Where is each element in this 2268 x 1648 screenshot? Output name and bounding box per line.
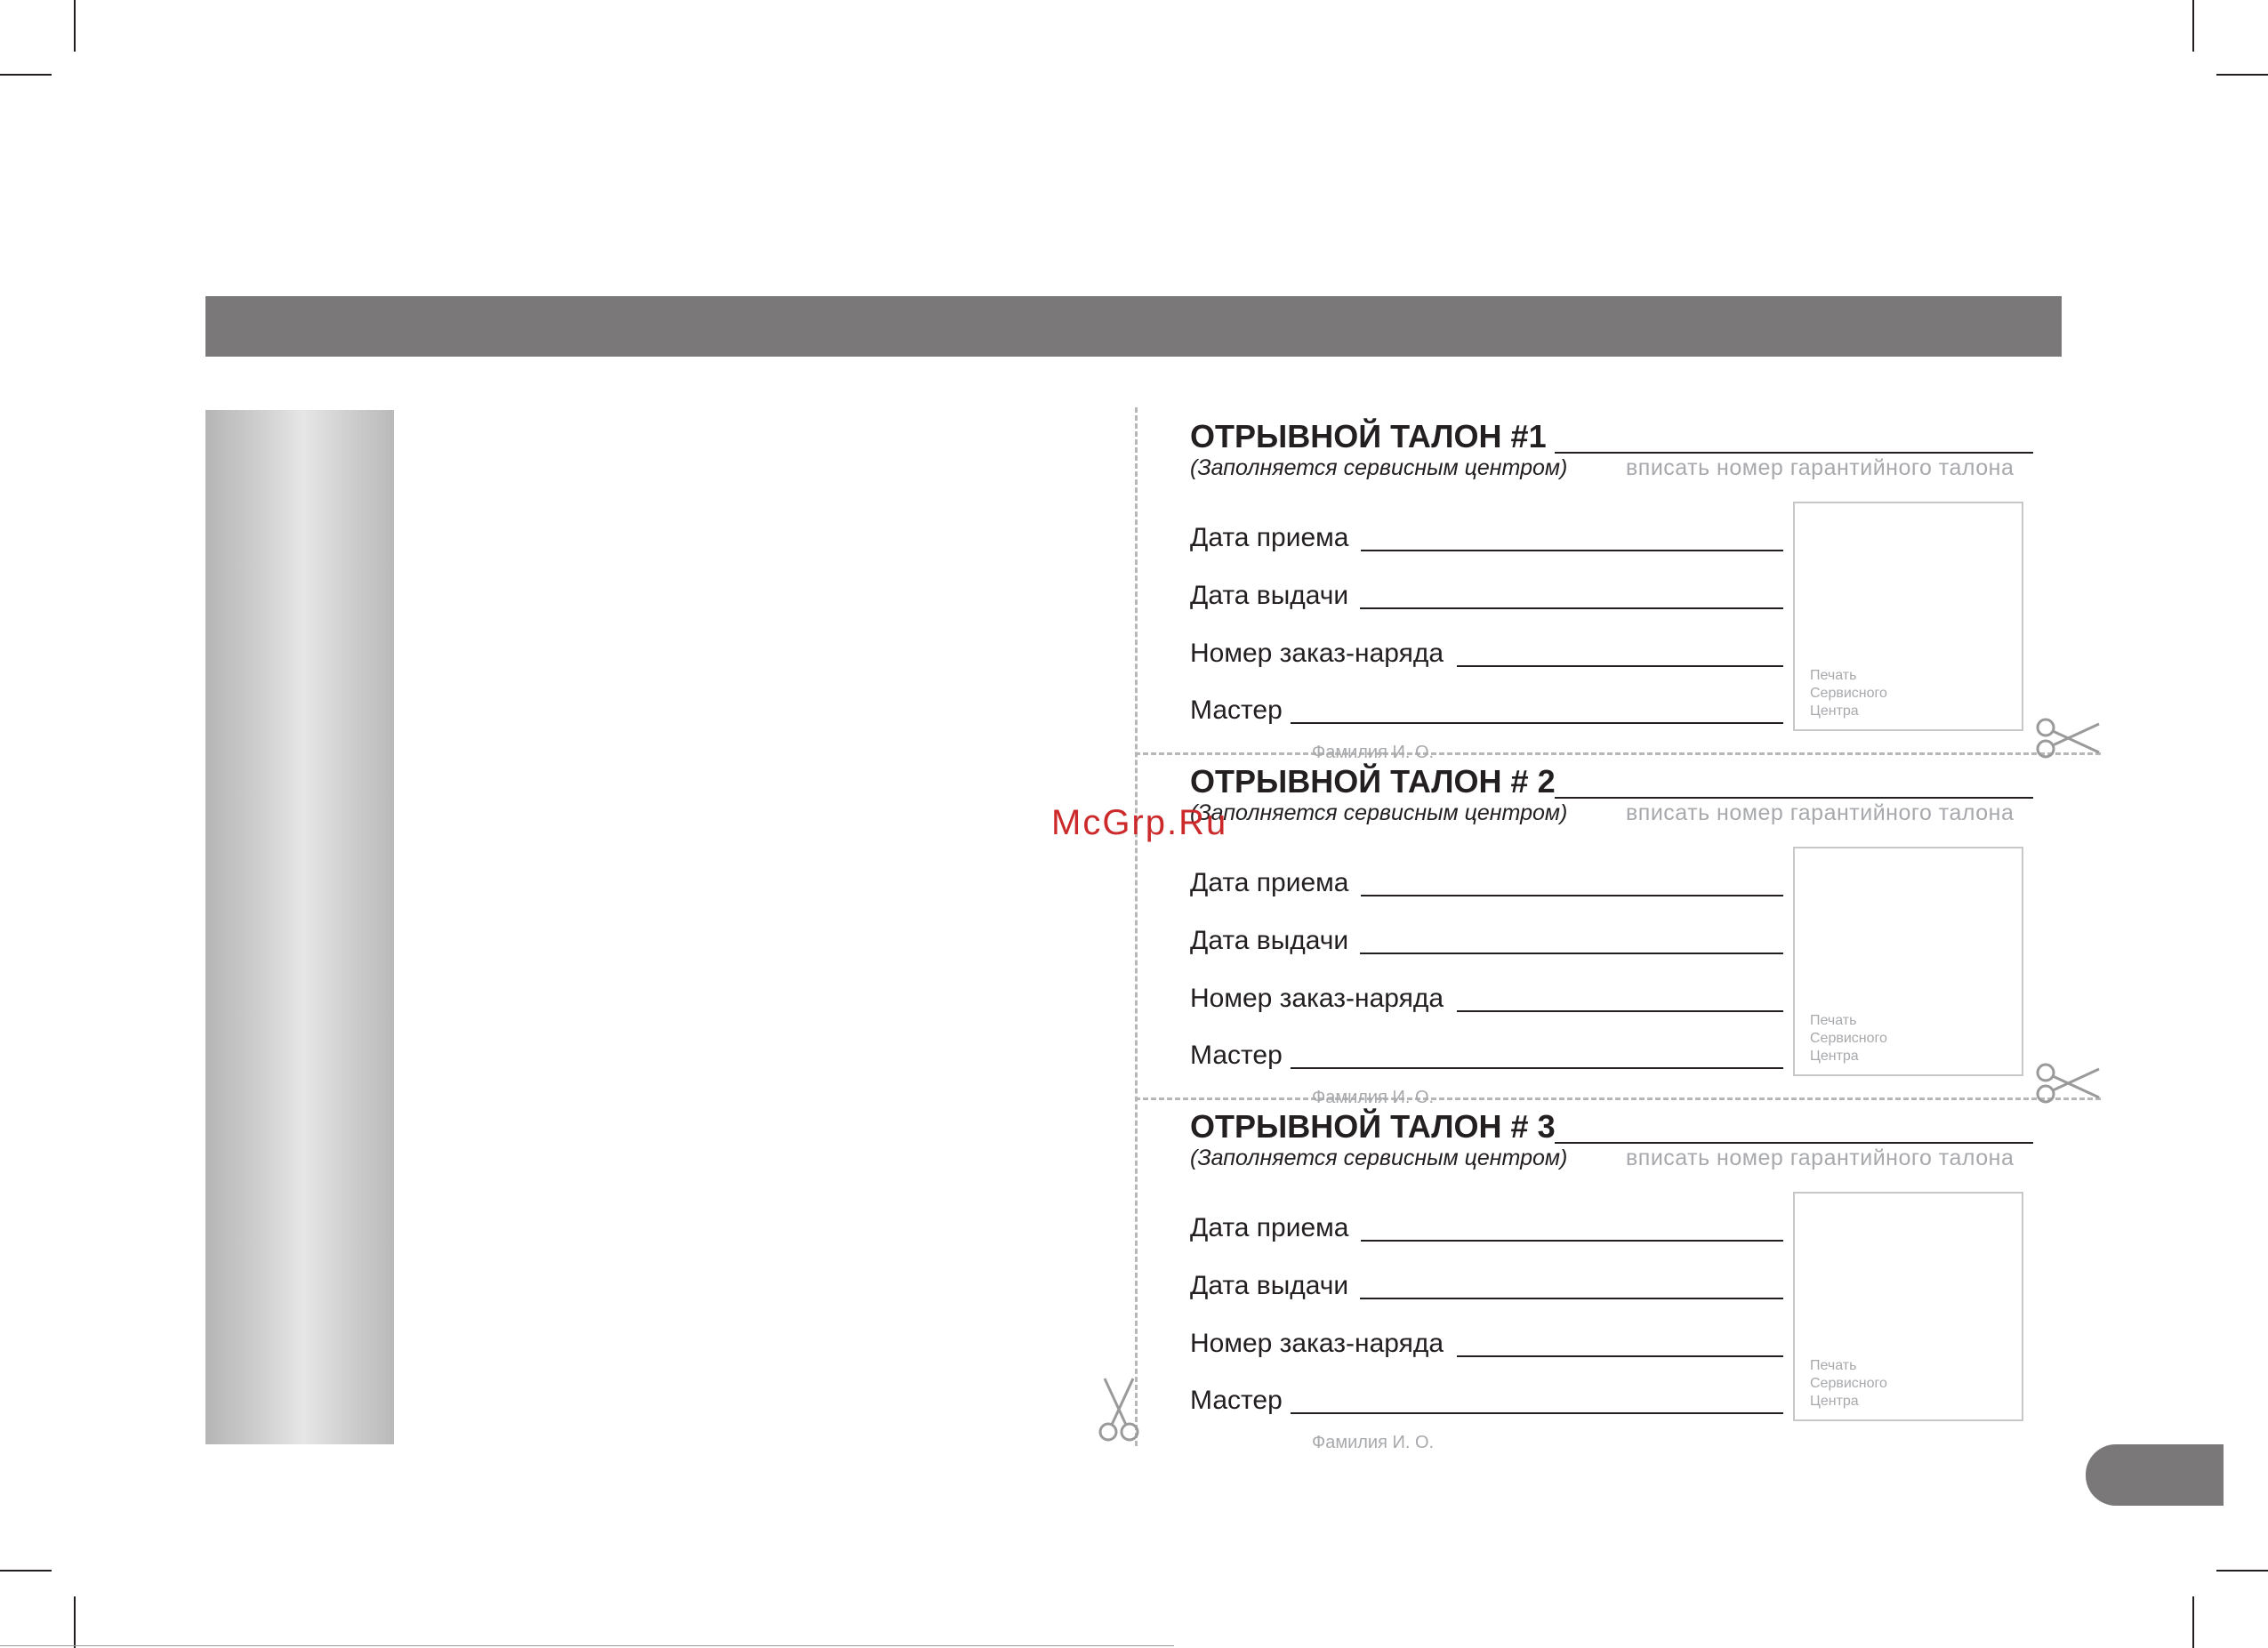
stamp-caption <box>1810 1012 1887 1065</box>
crop-mark-bottom-right-horizontal <box>2216 1570 2268 1572</box>
stamp-caption <box>1810 667 1887 720</box>
stamp-box <box>1793 1192 2023 1421</box>
stamp-caption <box>1810 1357 1887 1411</box>
master-name-hint: Фамилия И. О. <box>1312 1088 1435 1107</box>
issue-date-label: Дата выдачи <box>1190 926 1349 955</box>
stamp-caption-line: Печать <box>1810 1358 1857 1373</box>
crop-mark-bottom-left-vertical <box>74 1596 76 1648</box>
stamp-caption-line: Сервисного <box>1810 1031 1887 1046</box>
stamp-box <box>1793 502 2023 731</box>
coupon-number-hint: вписать номер гарантийного талона <box>1626 455 2015 480</box>
crop-mark-top-left-vertical <box>74 0 76 52</box>
tear-off-coupon-2 <box>1190 752 2079 1107</box>
issue-date-line[interactable] <box>1360 607 1783 609</box>
receive-date-line[interactable] <box>1361 895 1783 896</box>
receive-date-label: Дата приема <box>1190 1213 1349 1242</box>
master-label: Мастер <box>1190 1386 1283 1415</box>
coupon-subtitle: (Заполняется сервисным центром) <box>1190 1146 1568 1170</box>
crop-mark-top-right-horizontal <box>2216 74 2268 76</box>
master-name-hint: Фамилия И. О. <box>1312 1433 1435 1452</box>
stamp-caption-line: Печать <box>1810 1013 1857 1028</box>
stamp-caption-line: Сервисного <box>1810 686 1887 701</box>
coupon-number-hint: вписать номер гарантийного талона <box>1626 800 2015 825</box>
header-bar <box>205 296 2062 357</box>
coupon-number-line[interactable] <box>1555 452 2033 454</box>
master-name-hint: Фамилия И. О. <box>1312 743 1435 762</box>
receive-date-label: Дата приема <box>1190 523 1349 552</box>
coupon-number-line[interactable] <box>1555 1142 2033 1144</box>
order-number-line[interactable] <box>1457 1010 1783 1012</box>
order-number-label: Номер заказ-наряда <box>1190 639 1444 668</box>
receive-date-line[interactable] <box>1361 550 1783 551</box>
crop-mark-bottom-left-horizontal <box>0 1570 52 1572</box>
coupon-title: ОТРЫВНОЙ ТАЛОН # 2 <box>1190 763 1556 800</box>
stamp-caption-line: Печать <box>1810 668 1857 683</box>
stamp-caption-line: Сервисного <box>1810 1376 1887 1391</box>
stamp-caption-line: Центра <box>1810 1394 1859 1409</box>
vertical-cut-line <box>1135 407 1138 1446</box>
master-line[interactable] <box>1291 1067 1783 1069</box>
coupon-subtitle: (Заполняется сервисным центром) <box>1190 455 1568 480</box>
issue-date-line[interactable] <box>1360 1298 1783 1299</box>
tear-off-coupon-1 <box>1190 407 2079 762</box>
stamp-caption-line: Центра <box>1810 1049 1859 1064</box>
tear-off-coupon-3 <box>1190 1097 2079 1452</box>
issue-date-label: Дата выдачи <box>1190 1271 1349 1300</box>
coupon-subtitle: (Заполняется сервисным центром) <box>1190 800 1568 825</box>
order-number-line[interactable] <box>1457 665 1783 667</box>
master-line[interactable] <box>1291 722 1783 724</box>
order-number-label: Номер заказ-наряда <box>1190 984 1444 1013</box>
master-label: Мастер <box>1190 1041 1283 1070</box>
receive-date-line[interactable] <box>1361 1240 1783 1242</box>
page-number-tab <box>2086 1444 2224 1506</box>
side-gradient-band <box>205 410 394 1444</box>
issue-date-label: Дата выдачи <box>1190 581 1349 610</box>
crop-mark-top-left-horizontal <box>0 74 52 76</box>
coupon-number-line[interactable] <box>1555 797 2033 799</box>
crop-mark-top-right-vertical <box>2192 0 2194 52</box>
master-label: Мастер <box>1190 695 1283 725</box>
scissors-icon <box>1092 1375 1146 1446</box>
issue-date-line[interactable] <box>1360 953 1783 954</box>
stamp-box <box>1793 847 2023 1076</box>
coupon-number-hint: вписать номер гарантийного талона <box>1626 1146 2015 1170</box>
order-number-line[interactable] <box>1457 1355 1783 1357</box>
crop-mark-bottom-right-vertical <box>2192 1596 2194 1648</box>
watermark-text: McGrp.Ru <box>1051 803 1228 842</box>
master-line[interactable] <box>1291 1412 1783 1414</box>
stamp-caption-line: Центра <box>1810 703 1859 719</box>
page-bottom-edge-line <box>0 1645 1174 1646</box>
coupon-title: ОТРЫВНОЙ ТАЛОН #1 <box>1190 418 1547 454</box>
receive-date-label: Дата приема <box>1190 868 1349 897</box>
coupon-title: ОТРЫВНОЙ ТАЛОН # 3 <box>1190 1108 1556 1145</box>
order-number-label: Номер заказ-наряда <box>1190 1329 1444 1358</box>
